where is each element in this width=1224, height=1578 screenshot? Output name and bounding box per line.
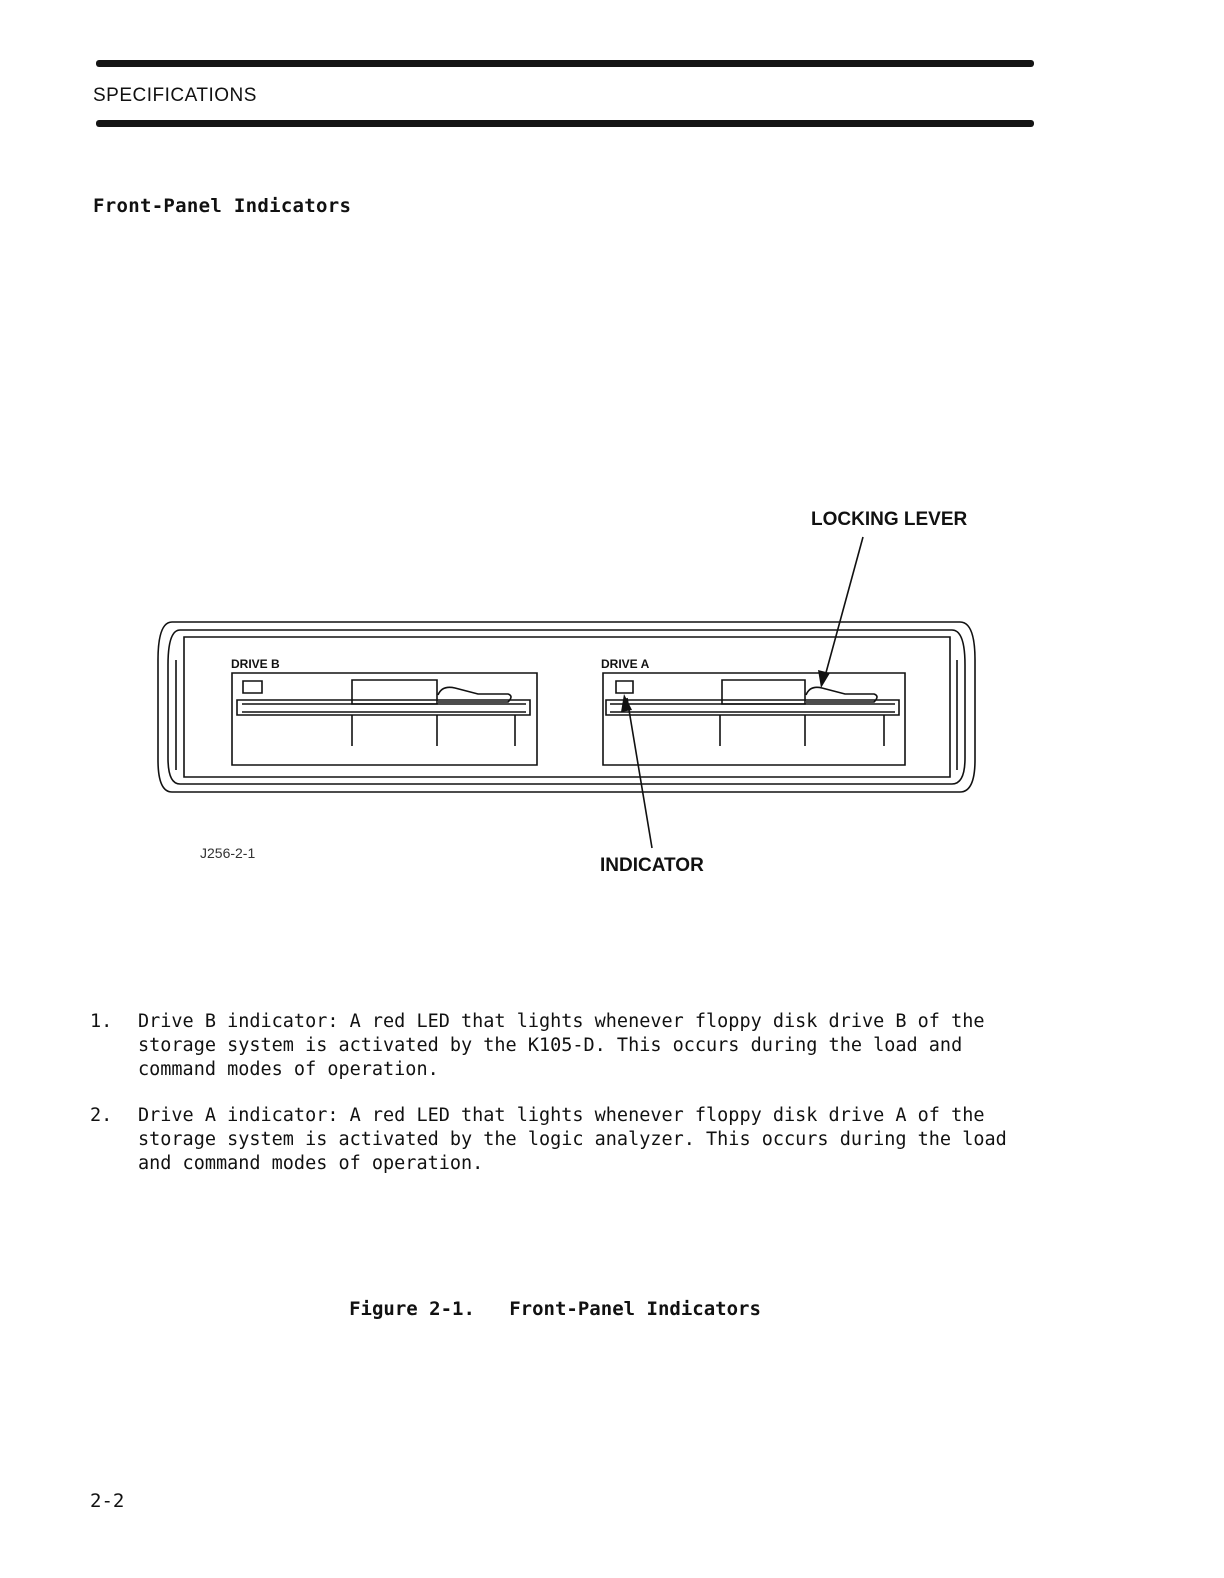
list-item-number: 1. bbox=[90, 1011, 113, 1032]
locking-lever-arrowhead bbox=[818, 670, 830, 688]
bezel-inner bbox=[168, 630, 965, 784]
page-number: 2-2 bbox=[90, 1490, 125, 1512]
front-panel-face bbox=[184, 637, 950, 777]
indicator-arrowhead bbox=[621, 694, 632, 712]
list-item-text: Drive B indicator: A red LED that lights whenever floppy disk drive B of the storage system is activated by the K105-D. This occurs during the load and command modes of operation. bbox=[138, 1011, 985, 1080]
drive-b-led bbox=[243, 681, 262, 693]
list-item-text: Drive A indicator: A red LED that lights whenever floppy disk drive A of the storage system is activated by the logic analyzer. This occurs during the load and command modes of operation. bbox=[138, 1105, 1007, 1174]
drive-a-frame bbox=[603, 673, 905, 765]
drive-b-frame bbox=[232, 673, 537, 765]
list-item-number: 2. bbox=[90, 1105, 113, 1126]
figure-code: J256-2-1 bbox=[200, 845, 256, 861]
list-item bbox=[90, 1104, 1050, 1176]
drive-b-label: DRIVE B bbox=[231, 657, 280, 671]
indicator-list bbox=[90, 1010, 1050, 1176]
indicator-label: INDICATOR bbox=[600, 855, 704, 876]
drive-a-led bbox=[616, 681, 633, 693]
indicator-leader bbox=[627, 698, 652, 848]
figure-caption: Figure 2-1. Front-Panel Indicators bbox=[349, 1298, 761, 1320]
list-item bbox=[90, 1010, 1050, 1082]
locking-lever-leader bbox=[824, 537, 863, 680]
section-title: Front-Panel Indicators bbox=[93, 195, 352, 217]
locking-lever-label: LOCKING LEVER bbox=[811, 509, 968, 530]
bezel-outer bbox=[158, 622, 975, 792]
running-head: SPECIFICATIONS bbox=[93, 85, 257, 106]
drive-a-label: DRIVE A bbox=[601, 657, 650, 671]
